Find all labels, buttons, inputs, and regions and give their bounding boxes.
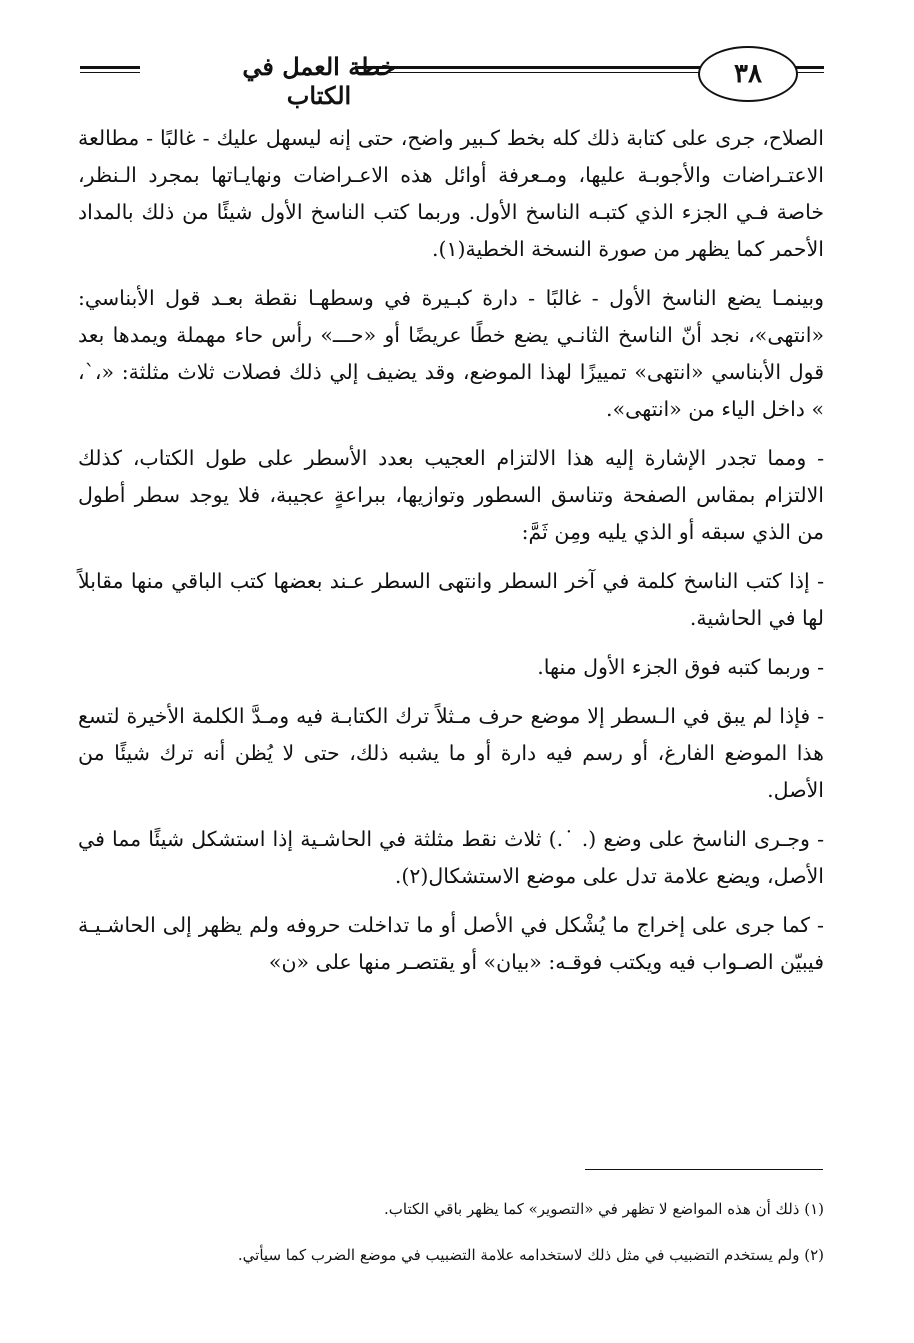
paragraph: - فإذا لم يبق في الـسطر إلا موضع حرف مـثلاً ترك الكتابـة فيه ومـدَّ الكلمة الأخيرة لتسع هذا الموضع الفارغ، أو رسم فيه دارة أو ما يشبه ذلك، حتى لا يُظن أنه ترك شيئًا من الأصل. [78,704,824,802]
paragraph: - وربما كتبه فوق الجزء الأول منها. [537,655,824,679]
running-title: خطة العمل في الكتاب [242,52,396,110]
page-body [78,120,824,993]
paragraph: الصلاح، جرى على كتابة ذلك كله بخط كـبير واضح، حتى إنه ليسهل عليك - غالبًا - مطالعة الاعتـراضات والأجوبـة عليها، ومـعرفة أوائل هذه الاعـراضات ونهايـاتها بمجرد الـنظر، خاصة فـي الجزء الذي كتبـه الناسخ الأول. وربما كتب الناسخ الأول شيئًا من ذلك بالمداد الأحمر كما يظهر من صورة النسخة الخطية(١). [78,126,824,261]
header-rule-left [80,66,140,69]
paragraph: - إذا كتب الناسخ كلمة في آخر السطر وانتهى السطر عـند بعضها كتب الباقي منها مقابلاً لها في الحاشية. [78,569,824,630]
footnote: (١) ذلك أن هذه المواضع لا تظهر في «التصوير» كما يظهر باقي الكتاب. [384,1200,824,1218]
page-header [80,46,824,110]
paragraph: وبينمـا يضع الناسخ الأول - غالبًا - دارة كبـيرة في وسطهـا نقطة بعـد قول الأبناسي: «انتهى»، نجد أنّ الناسخ الثانـي يضع خطًا عريضًا أو «حـــ» رأس حاء مهملة ويمدها بعد قول الأبناسي «انتهى» تمييزًا لهذا الموضع، وقد يضيف إلي ذلك فصلات ثلاث مثلثة: «،`، » داخل الياء من «انتهى». [78,286,824,421]
footnotes [78,1196,824,1288]
paragraph: - ومما تجدر الإشارة إليه هذا الالتزام العجيب بعدد الأسطر على طول الكتاب، كذلك الالتزام بمقاس الصفحة وتناسق السطور وتوازيها، ببراعةٍ عجيبة، فلا يوجد سطر أطول من الذي سبقه أو الذي يليه ومِن ثَمَّ: [78,446,824,544]
footnote-separator [585,1169,823,1170]
footnote: (٢) ولم يستخدم التضبيب في مثل ذلك لاستخدامه علامة التضبيب في موضع الضرب كما سيأتي. [237,1246,824,1264]
paragraph: - وجـرى الناسخ على وضع (. ˙.) ثلاث نقط مثلثة في الحاشـية إذا استشكل شيئًا مما في الأصل، ويضع علامة تدل على موضع الاستشكال(٢). [78,827,824,888]
paragraph: - كما جرى على إخراج ما يُشْكل في الأصل أو ما تداخلت حروفه ولم يظهر إلى الحاشـيـة فيبيّن الصـواب فيه ويكتب فوقـه: «بيان» أو يقتصـر منها على «ن» [78,913,824,974]
header-rule-left-thin [80,72,140,73]
page-number: ٣٨ [698,46,798,102]
